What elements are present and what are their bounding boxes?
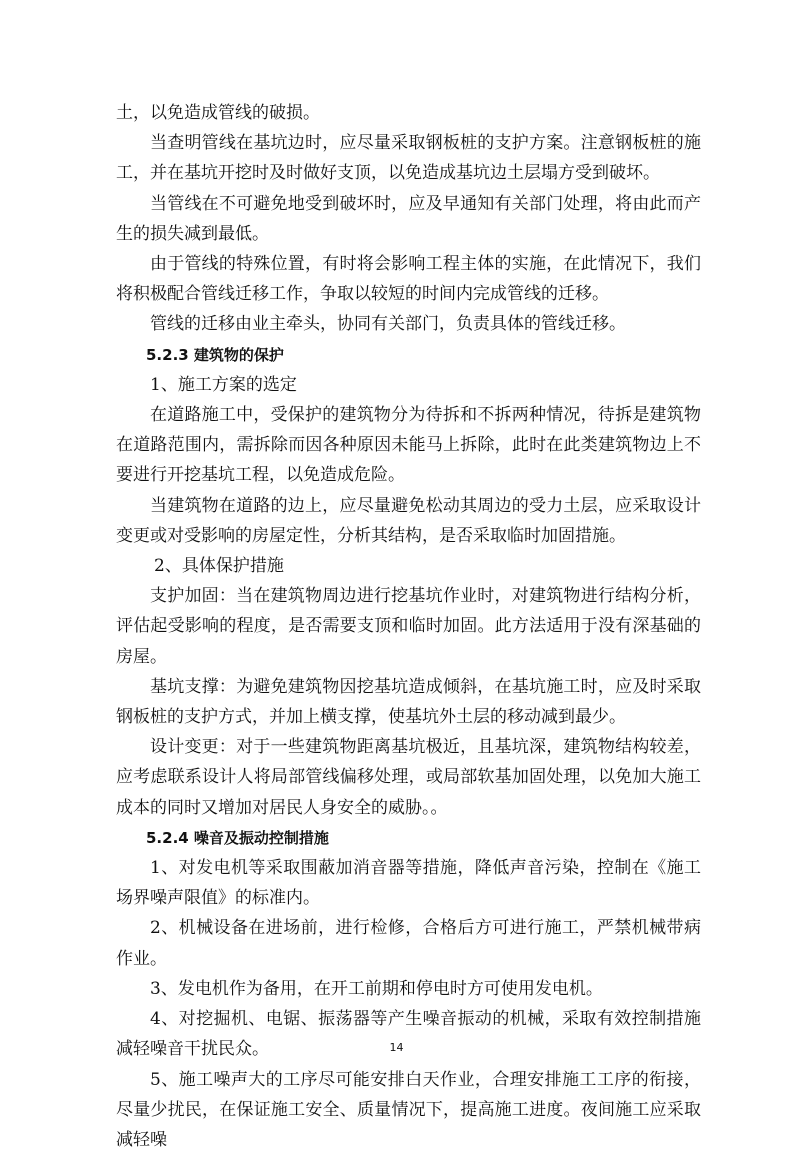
- list-item: 2、机械设备在进场前，进行检修，合格后方可进行施工，严禁机械带病作业。: [116, 913, 701, 973]
- paragraph: 支护加固：当在建筑物周边进行挖基坑作业时，对建筑物进行结构分析，评估起受影响的程度，是否需要支顶和临时加固。此方法适用于没有深基础的房屋。: [116, 581, 701, 672]
- subheading: 2、具体保护措施: [116, 551, 701, 581]
- section-heading-5-2-4: 5.2.4 噪音及振动控制措施: [116, 823, 701, 853]
- paragraph: 基坑支撑：为避免建筑物因挖基坑造成倾斜，在基坑施工时，应及时采取钢板桩的支护方式，并加上横支撑，使基坑外土层的移动减到最少。: [116, 672, 701, 732]
- paragraph: 在道路施工中，受保护的建筑物分为待拆和不拆两种情况，待拆是建筑物在道路范围内，需拆除而因各种原因未能马上拆除，此时在此类建筑物边上不要进行开挖基坑工程，以免造成危险。: [116, 400, 701, 491]
- subheading: 1、施工方案的选定: [116, 370, 701, 400]
- list-item: 5、施工噪声大的工序尽可能安排白天作业，合理安排施工工序的衔接，尽量少扰民，在保证施工安全、质量情况下，提高施工进度。夜间施工应采取减轻噪: [116, 1065, 701, 1155]
- paragraph: 由于管线的特殊位置，有时将会影响工程主体的实施，在此情况下，我们将积极配合管线迁移工作，争取以较短的时间内完成管线的迁移。: [116, 249, 701, 309]
- paragraph: 当建筑物在道路的边上，应尽量避免松动其周边的受力土层，应采取设计变更或对受影响的房屋定性，分析其结构，是否采取临时加固措施。: [116, 491, 701, 551]
- page-number: 14: [0, 1041, 793, 1054]
- paragraph: 管线的迁移由业主牵头，协同有关部门，负责具体的管线迁移。: [116, 309, 701, 339]
- body-text: [116, 98, 701, 1155]
- paragraph: 当查明管线在基坑边时，应尽量采取钢板桩的支护方案。注意钢板桩的施工，并在基坑开挖时及时做好支顶，以免造成基坑边土层塌方受到破坏。: [116, 128, 701, 188]
- section-heading-5-2-3: 5.2.3 建筑物的保护: [116, 340, 701, 370]
- paragraph: 设计变更：对于一些建筑物距离基坑极近，且基坑深，建筑物结构较差，应考虑联系设计人将局部管线偏移处理，或局部软基加固处理，以免加大施工成本的同时又增加对居民人身安全的威胁。。: [116, 732, 701, 823]
- list-item: 4、对挖掘机、电锯、振荡器等产生噪音振动的机械，采取有效控制措施减轻噪音干扰民众。: [116, 1004, 701, 1064]
- paragraph: 土，以免造成管线的破损。: [116, 98, 701, 128]
- list-item: 3、发电机作为备用，在开工前期和停电时方可使用发电机。: [116, 974, 701, 1004]
- paragraph: 当管线在不可避免地受到破坏时，应及早通知有关部门处理，将由此而产生的损失减到最低。: [116, 189, 701, 249]
- list-item: 1、对发电机等采取围蔽加消音器等措施，降低声音污染，控制在《施工场界噪声限值》的标准内。: [116, 853, 701, 913]
